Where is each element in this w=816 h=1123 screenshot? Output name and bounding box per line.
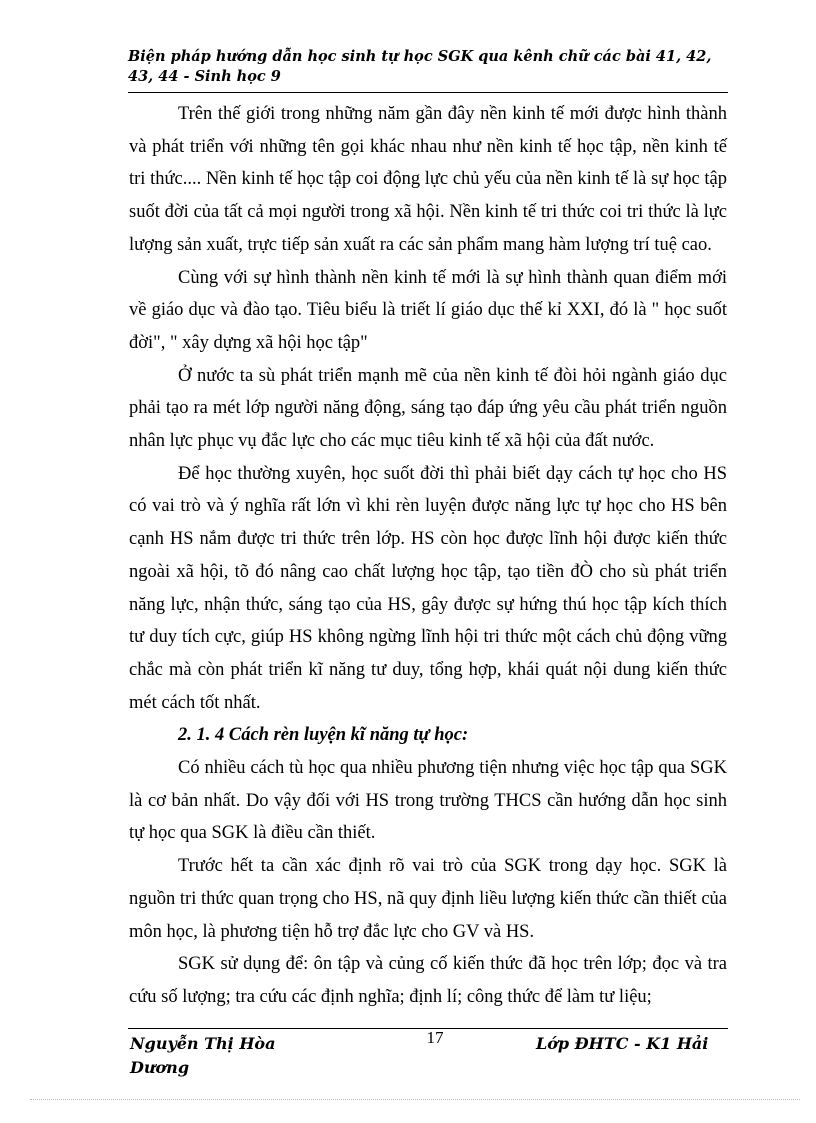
paragraph-7: SGK sử dụng để: ôn tập và củng cố kiến thức đã học trên lớp; đọc và tra cứu số lượng; tra cứu các định nghĩa; định lí; công thức để làm tư liệu; xyxy=(129,954,727,1007)
paragraph-5: Có nhiều cách tù học qua nhiều phương tiện nhưng việc học tập qua SGK là cơ bản nhất. Do vậy đối với HS trong trường THCS cần hướng dẫn học sinh tự học qua SGK là điều cần thiết. xyxy=(129,758,727,844)
paragraph-4: Để học thường xuyên, học suốt đời thì phải biết dạy cách tự học cho HS có vai trò và ý nghĩa rất lớn vì khi rèn luyện được năng lực tự học cho HS bên cạnh HS nắm được tri thức trên lớp. HS còn học được lĩnh hội được kiến thức ngoài xã hội, tõ đó nâng cao chất lượng học tập, tạo tiền đÒ cho sù phát triển năng lực, nhận thức, sáng tạo của HS, gây được sự hứng thú học tập kích thích tư duy tích cực, giúp HS không ngừng lĩnh hội tri thức một cách chủ động vững chắc mà còn phát triển kĩ năng tư duy, tổng hợp, khái quát nội dung kiến thức mét cách tốt nhất. xyxy=(129,463,727,713)
paragraph-3: Ở nước ta sù phát triển mạnh mẽ của nền kinh tế đòi hỏi ngành giáo dục phải tạo ra mét lớp người năng động, sáng tạo đáp ứng yêu cầu phát triển nguồn nhân lực phục vụ đắc lực cho các mục tiêu kinh tế xã hội của đất nước. xyxy=(129,365,727,452)
footer-class: Lớp ĐHTC - K1 Hải xyxy=(536,1034,709,1053)
document-body xyxy=(129,98,727,1014)
page-number: 17 xyxy=(426,1028,444,1047)
paragraph-2: Cùng với sự hình thành nền kinh tế mới là sự hình thành quan điểm mới về giáo dục và đào tạo. Tiêu biểu là triết lí giáo dục thế kỉ XXI, đó là " học suốt đời", " xây dựng xã hội học tập" xyxy=(129,267,727,353)
paragraph-6: Trước hết ta cần xác định rõ vai trò của SGK trong dạy học. SGK là nguồn tri thức quan trọng cho HS, nã quy định liều lượng kiến thức cần thiết của môn học, là phương tiện hỗ trợ đắc lực cho GV và HS. xyxy=(129,856,727,942)
paragraph-1: Trên thế giới trong những năm gần đây nền kinh tế mới được hình thành và phát triển với những tên gọi khác nhau như nền kinh tế học tập, nền kinh tế tri thức.... Nền kinh tế học tập coi động lực chủ yếu của nền kinh tế là sự học tập suốt đời của tất cả mọi người trong xã hội. Nền kinh tế tri thức coi tri thức là lực lượng sản xuất, trực tiếp sản xuất ra các sản phẩm mang hàm lượng trí tuệ cao. xyxy=(129,104,727,255)
header-divider xyxy=(128,92,728,93)
footer-author: Nguyễn Thị Hòa Dương xyxy=(130,1034,276,1077)
section-heading: 2. 1. 4 Cách rèn luyện kĩ năng tự học: xyxy=(178,725,469,746)
page-bottom-border xyxy=(30,1099,800,1100)
running-header: Biện pháp hướng dẫn học sinh tự học SGK qua kênh chữ các bài 41, 42, 43, 44 - Sinh học 9 xyxy=(128,48,712,85)
